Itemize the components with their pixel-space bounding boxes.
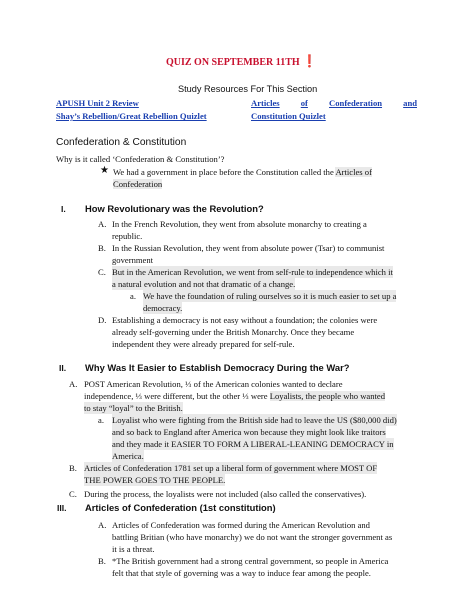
list-marker: a. — [98, 415, 104, 425]
list-marker: B. — [98, 556, 106, 566]
s3-a-line-2: battling Britian (who have monarchy) we do not want the stronger government as — [112, 532, 393, 542]
list-marker: a. — [130, 291, 136, 301]
s1-d-line-2: already self-governing under the British Monarchy. Once they became — [112, 327, 355, 337]
s1-b-line-2: government — [112, 255, 154, 265]
s1-a-line-2: republic. — [112, 231, 143, 241]
s2-aa-line-1: Loyalist who were fighting from the British side had to leave the US ($80,000 did) — [112, 415, 397, 425]
articles-constitution-link-cont[interactable]: Constitution Quizlet — [251, 111, 326, 121]
conf-answer-line-1 — [113, 166, 372, 178]
s1-b-line-1: In the Russian Revolution, they went from absolute power (Tsar) to communist — [112, 243, 385, 253]
s3-b-line-2: felt that that style of governing was a way to induce fear among the people. — [112, 568, 371, 578]
section-3-heading: Articles of Confederation (1st constitution) — [85, 502, 276, 513]
list-marker: B. — [69, 463, 77, 473]
s3-a-line-3: it is a threat. — [112, 544, 155, 554]
section-2-numeral: II. — [59, 363, 67, 373]
s2-a-line-3: to stay “loyal” to the British. — [84, 403, 183, 413]
list-marker: B. — [98, 243, 106, 253]
conf-answer-line-2 — [113, 178, 162, 190]
s3-b-line-1: *The British government had a strong central government, so people in America — [112, 556, 389, 566]
list-marker: A. — [98, 219, 107, 229]
list-marker: A. — [98, 520, 107, 530]
s2-b-line-1: Articles of Confederation 1781 set up a liberal form of government where MOST OF — [84, 463, 378, 473]
conf-answer-text: We had a government in place before the Constitution called the — [113, 167, 336, 177]
list-marker: C. — [69, 489, 77, 499]
s1-d-line-1: Establishing a democracy is not easy without a foundation; the colonies were — [112, 315, 378, 325]
s2-a-line-1: POST American Revolution, ⅓ of the American colonies wanted to declare — [84, 379, 343, 389]
link-word: and — [403, 98, 417, 108]
link-word: Articles — [251, 98, 280, 108]
s2-a-line-2 — [84, 390, 385, 402]
s1-ca-line-2: democracy. — [143, 303, 183, 313]
s1-d-line-3: independent they were already prepared for self-rule. — [112, 339, 295, 349]
shays-rebellion-link[interactable]: Shay’s Rebellion/Great Rebellion Quizlet — [56, 111, 207, 121]
conf-answer-highlight: Articles of — [335, 167, 372, 177]
section-2-heading: Why Was It Easier to Establish Democracy During the War? — [85, 362, 350, 373]
list-marker: C. — [98, 267, 106, 277]
s1-a-line-1: In the French Revolution, they went from absolute monarchy to creating a — [112, 219, 367, 229]
quiz-title — [166, 54, 317, 69]
s2-aa-line-4: America. — [112, 451, 144, 461]
quiz-title-text: QUIZ ON SEPTEMBER 11TH — [166, 57, 300, 68]
s2-b-line-2: THE POWER GOES TO THE PEOPLE. — [84, 475, 226, 485]
section-1-numeral: I. — [61, 204, 66, 214]
apush-review-link[interactable]: APUSH Unit 2 Review — [56, 98, 139, 108]
s2-a-text: independence, ⅓ were different, but the other ⅓ were — [84, 391, 270, 401]
section-1-heading: How Revolutionary was the Revolution? — [85, 203, 264, 214]
confederation-heading: Confederation & Constitution — [56, 137, 187, 148]
star-icon: ★ — [100, 165, 109, 176]
s2-c-line-1: During the process, the loyalists were not included (also called the conservatives). — [84, 489, 367, 499]
s2-a-highlight: Loyalists, the people who wanted — [269, 391, 386, 401]
s1-ca-line-1: We have the foundation of ruling ourselves so it is much easier to set up a — [143, 291, 397, 301]
s2-aa-line-3: and they made it EASIER TO FORM A LIBERAL-LEANING DEMOCRACY in — [112, 439, 394, 449]
s1-c-line-2: a natural evolution and not that dramatic of a change. — [112, 279, 296, 289]
s2-aa-line-2: and so back to England after America won because they might look like traitors — [112, 427, 386, 437]
articles-constitution-link[interactable] — [251, 98, 417, 108]
s3-a-line-1: Articles of Confederation was formed during the American Revolution and — [112, 520, 370, 530]
list-marker: A. — [69, 379, 78, 389]
conf-answer-highlight: Confederation — [113, 179, 163, 189]
link-word: Confederation — [329, 98, 383, 108]
resources-heading: Study Resources For This Section — [178, 84, 318, 94]
conf-question: Why is it called ‘Confederation & Constitution’? — [56, 154, 225, 164]
s1-c-line-1: But in the American Revolution, we went from self-rule to independence which it — [112, 267, 393, 277]
section-3-numeral: III. — [57, 503, 67, 513]
list-marker: D. — [98, 315, 107, 325]
exclamation-icon: ❗ — [302, 54, 318, 68]
link-word: of — [300, 98, 308, 108]
